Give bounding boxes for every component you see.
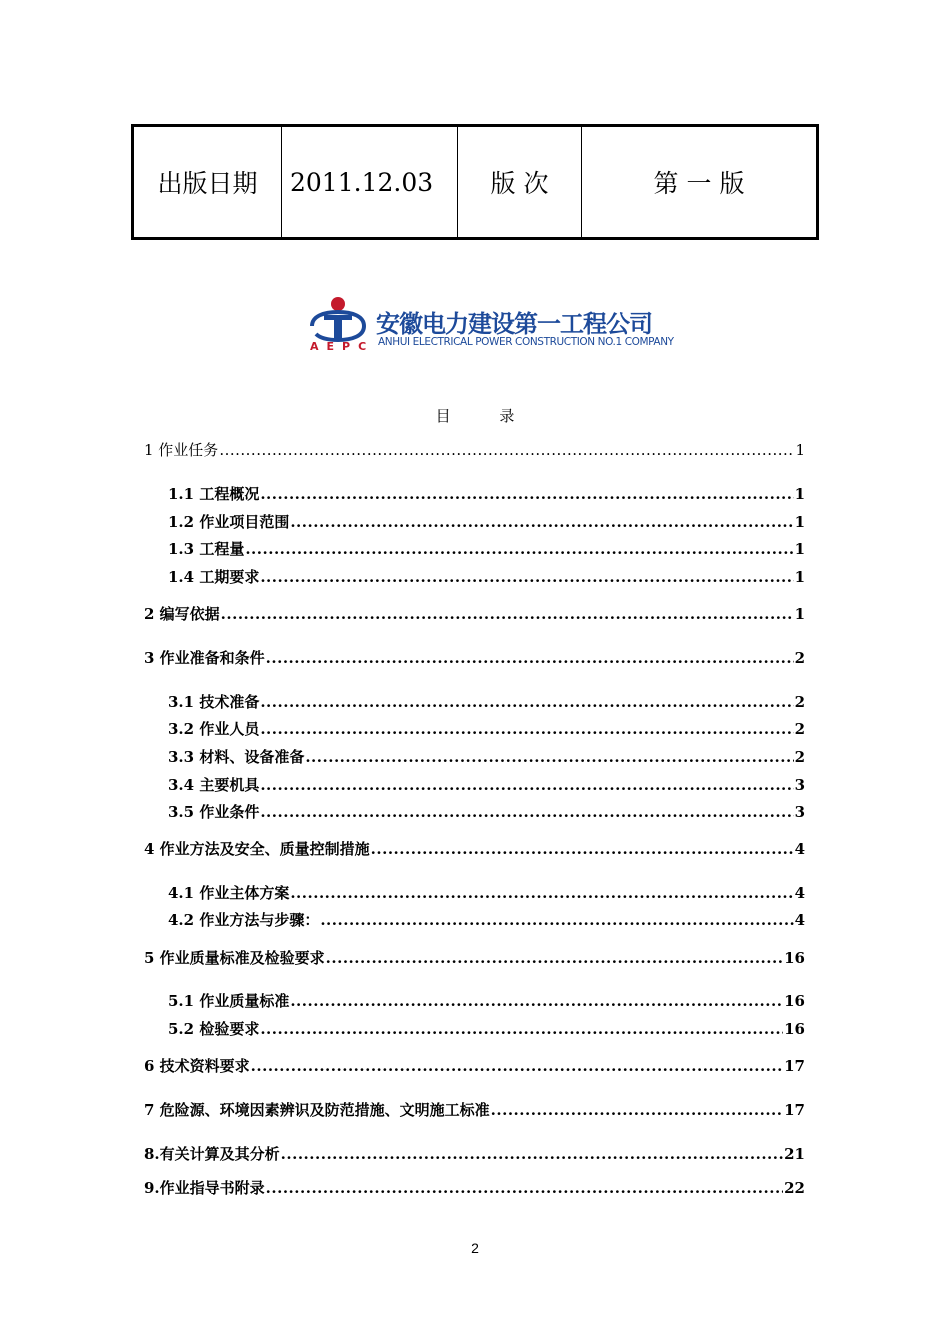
toc-entry-label: 1.4 工期要求	[168, 568, 260, 586]
toc-entry-label: 1.1 工程概况	[168, 485, 260, 503]
toc-leader-dots	[320, 911, 793, 929]
toc-leader-dots	[371, 840, 794, 858]
toc-entry-label: 1 作业任务	[144, 441, 219, 459]
toc-entry-label: 3 作业准备和条件	[144, 649, 265, 667]
toc-entry-page: 1	[794, 513, 805, 531]
toc-leader-dots	[266, 1179, 783, 1197]
toc-entry[interactable]	[168, 538, 805, 560]
toc-entry-page: 4	[794, 911, 805, 929]
edition-label: 版 次	[458, 127, 582, 237]
publish-date-label: 出版日期	[134, 127, 282, 237]
toc-entry-page: 17	[784, 1101, 805, 1119]
toc-entry-page: 3	[794, 803, 805, 821]
toc-entry[interactable]	[144, 947, 805, 969]
toc-leader-dots	[326, 949, 783, 967]
toc-leader-dots	[251, 1057, 783, 1075]
aepc-logo-icon	[308, 296, 370, 342]
toc-entry[interactable]	[168, 511, 805, 533]
toc-leader-dots	[219, 441, 794, 459]
toc-entry[interactable]	[168, 909, 805, 931]
toc-leader-dots	[260, 568, 793, 586]
company-name-cn: 安徽电力建设第一工程公司	[376, 310, 652, 338]
toc-entry-page: 16	[784, 949, 805, 967]
toc-entry-label: 4 作业方法及安全、质量控制措施	[144, 840, 370, 858]
toc-leader-dots	[281, 1145, 783, 1163]
company-name-en: ANHUI ELECTRICAL POWER CONSTRUCTION NO.1 COMPANY	[378, 336, 674, 348]
toc-entry-page: 1	[794, 568, 805, 586]
company-logo	[308, 296, 674, 358]
toc-leader-dots	[260, 776, 793, 794]
toc-entry-label: 6 技术资料要求	[144, 1057, 250, 1075]
document-info-table	[131, 124, 819, 240]
toc-leader-dots	[290, 884, 793, 902]
toc-entry[interactable]	[144, 1099, 805, 1121]
toc-entry-label: 5.1 作业质量标准	[168, 992, 290, 1010]
toc-entry[interactable]	[168, 882, 805, 904]
toc-entry[interactable]	[168, 691, 805, 713]
toc-entry-page: 1	[795, 441, 805, 459]
toc-entry[interactable]	[168, 990, 805, 1012]
toc-entry-label: 3.1 技术准备	[168, 693, 260, 711]
toc-entry-page: 1	[794, 540, 805, 558]
toc-entry[interactable]	[144, 1143, 805, 1165]
toc-entry[interactable]	[168, 801, 805, 823]
toc-leader-dots	[245, 540, 793, 558]
toc-entry-label: 4.1 作业主体方案	[168, 884, 290, 902]
toc-leader-dots	[290, 513, 793, 531]
toc-leader-dots	[260, 720, 793, 738]
toc-entry[interactable]	[168, 746, 805, 768]
toc-entry-label: 3.5 作业条件	[168, 803, 260, 821]
toc-entry-page: 4	[794, 884, 805, 902]
toc-entry-label: 7 危险源、环境因素辨识及防范措施、文明施工标准	[144, 1101, 490, 1119]
toc-title: 目 录	[435, 407, 537, 425]
toc-entry-page: 16	[784, 992, 805, 1010]
toc-entry-label: 3.4 主要机具	[168, 776, 260, 794]
toc-entry-label: 2 编写依据	[144, 605, 220, 623]
toc-leader-dots	[221, 605, 794, 623]
toc-entry[interactable]	[168, 1018, 805, 1040]
toc-leader-dots	[260, 485, 793, 503]
toc-leader-dots	[290, 992, 783, 1010]
toc-entry-label: 5.2 检验要求	[168, 1020, 260, 1038]
toc-entry[interactable]	[168, 566, 805, 588]
toc-entry[interactable]	[144, 838, 805, 860]
toc-entry[interactable]	[168, 483, 805, 505]
toc-entry[interactable]	[144, 603, 805, 625]
toc-entry[interactable]	[144, 647, 805, 669]
toc-entry-page: 2	[794, 720, 805, 738]
toc-entry-page: 2	[794, 693, 805, 711]
toc-entry[interactable]	[144, 1055, 805, 1077]
toc-entry-page: 21	[784, 1145, 805, 1163]
toc-entry-page: 16	[784, 1020, 805, 1038]
logo-abbreviation: AEPC	[310, 340, 375, 353]
toc-entry-page: 22	[784, 1179, 805, 1197]
toc-leader-dots	[260, 1020, 783, 1038]
toc-entry-page: 4	[794, 840, 805, 858]
toc-entry[interactable]	[168, 774, 805, 796]
toc-leader-dots	[491, 1101, 783, 1119]
toc-entry-page: 3	[794, 776, 805, 794]
toc-entry-page: 17	[784, 1057, 805, 1075]
edition-value: 第 一 版	[653, 169, 745, 198]
toc-entry[interactable]	[144, 1177, 805, 1199]
toc-entry-label: 3.2 作业人员	[168, 720, 260, 738]
toc-leader-dots	[260, 803, 793, 821]
toc-entry-label: 5 作业质量标准及检验要求	[144, 949, 325, 967]
toc-entry[interactable]	[168, 718, 805, 740]
toc-entry-label: 4.2 作业方法与步骤：	[168, 911, 320, 929]
page-number: 2	[471, 1240, 479, 1256]
toc-leader-dots	[266, 649, 794, 667]
toc-entry-page: 2	[794, 649, 805, 667]
toc-entry-label: 8.有关计算及其分析	[144, 1145, 280, 1163]
toc-entry-page: 2	[794, 748, 805, 766]
toc-entry-label: 1.2 作业项目范围	[168, 513, 290, 531]
toc-entry[interactable]	[144, 439, 805, 461]
toc-leader-dots	[260, 693, 793, 711]
publish-date-value: 2011.12.03	[282, 127, 458, 237]
toc-entry-page: 1	[794, 485, 805, 503]
toc-entry-label: 1.3 工程量	[168, 540, 245, 558]
toc-entry-label: 9.作业指导书附录	[144, 1179, 265, 1197]
toc-entry-label: 3.3 材料、设备准备	[168, 748, 305, 766]
toc-leader-dots	[305, 748, 793, 766]
toc-entry-page: 1	[794, 605, 805, 623]
